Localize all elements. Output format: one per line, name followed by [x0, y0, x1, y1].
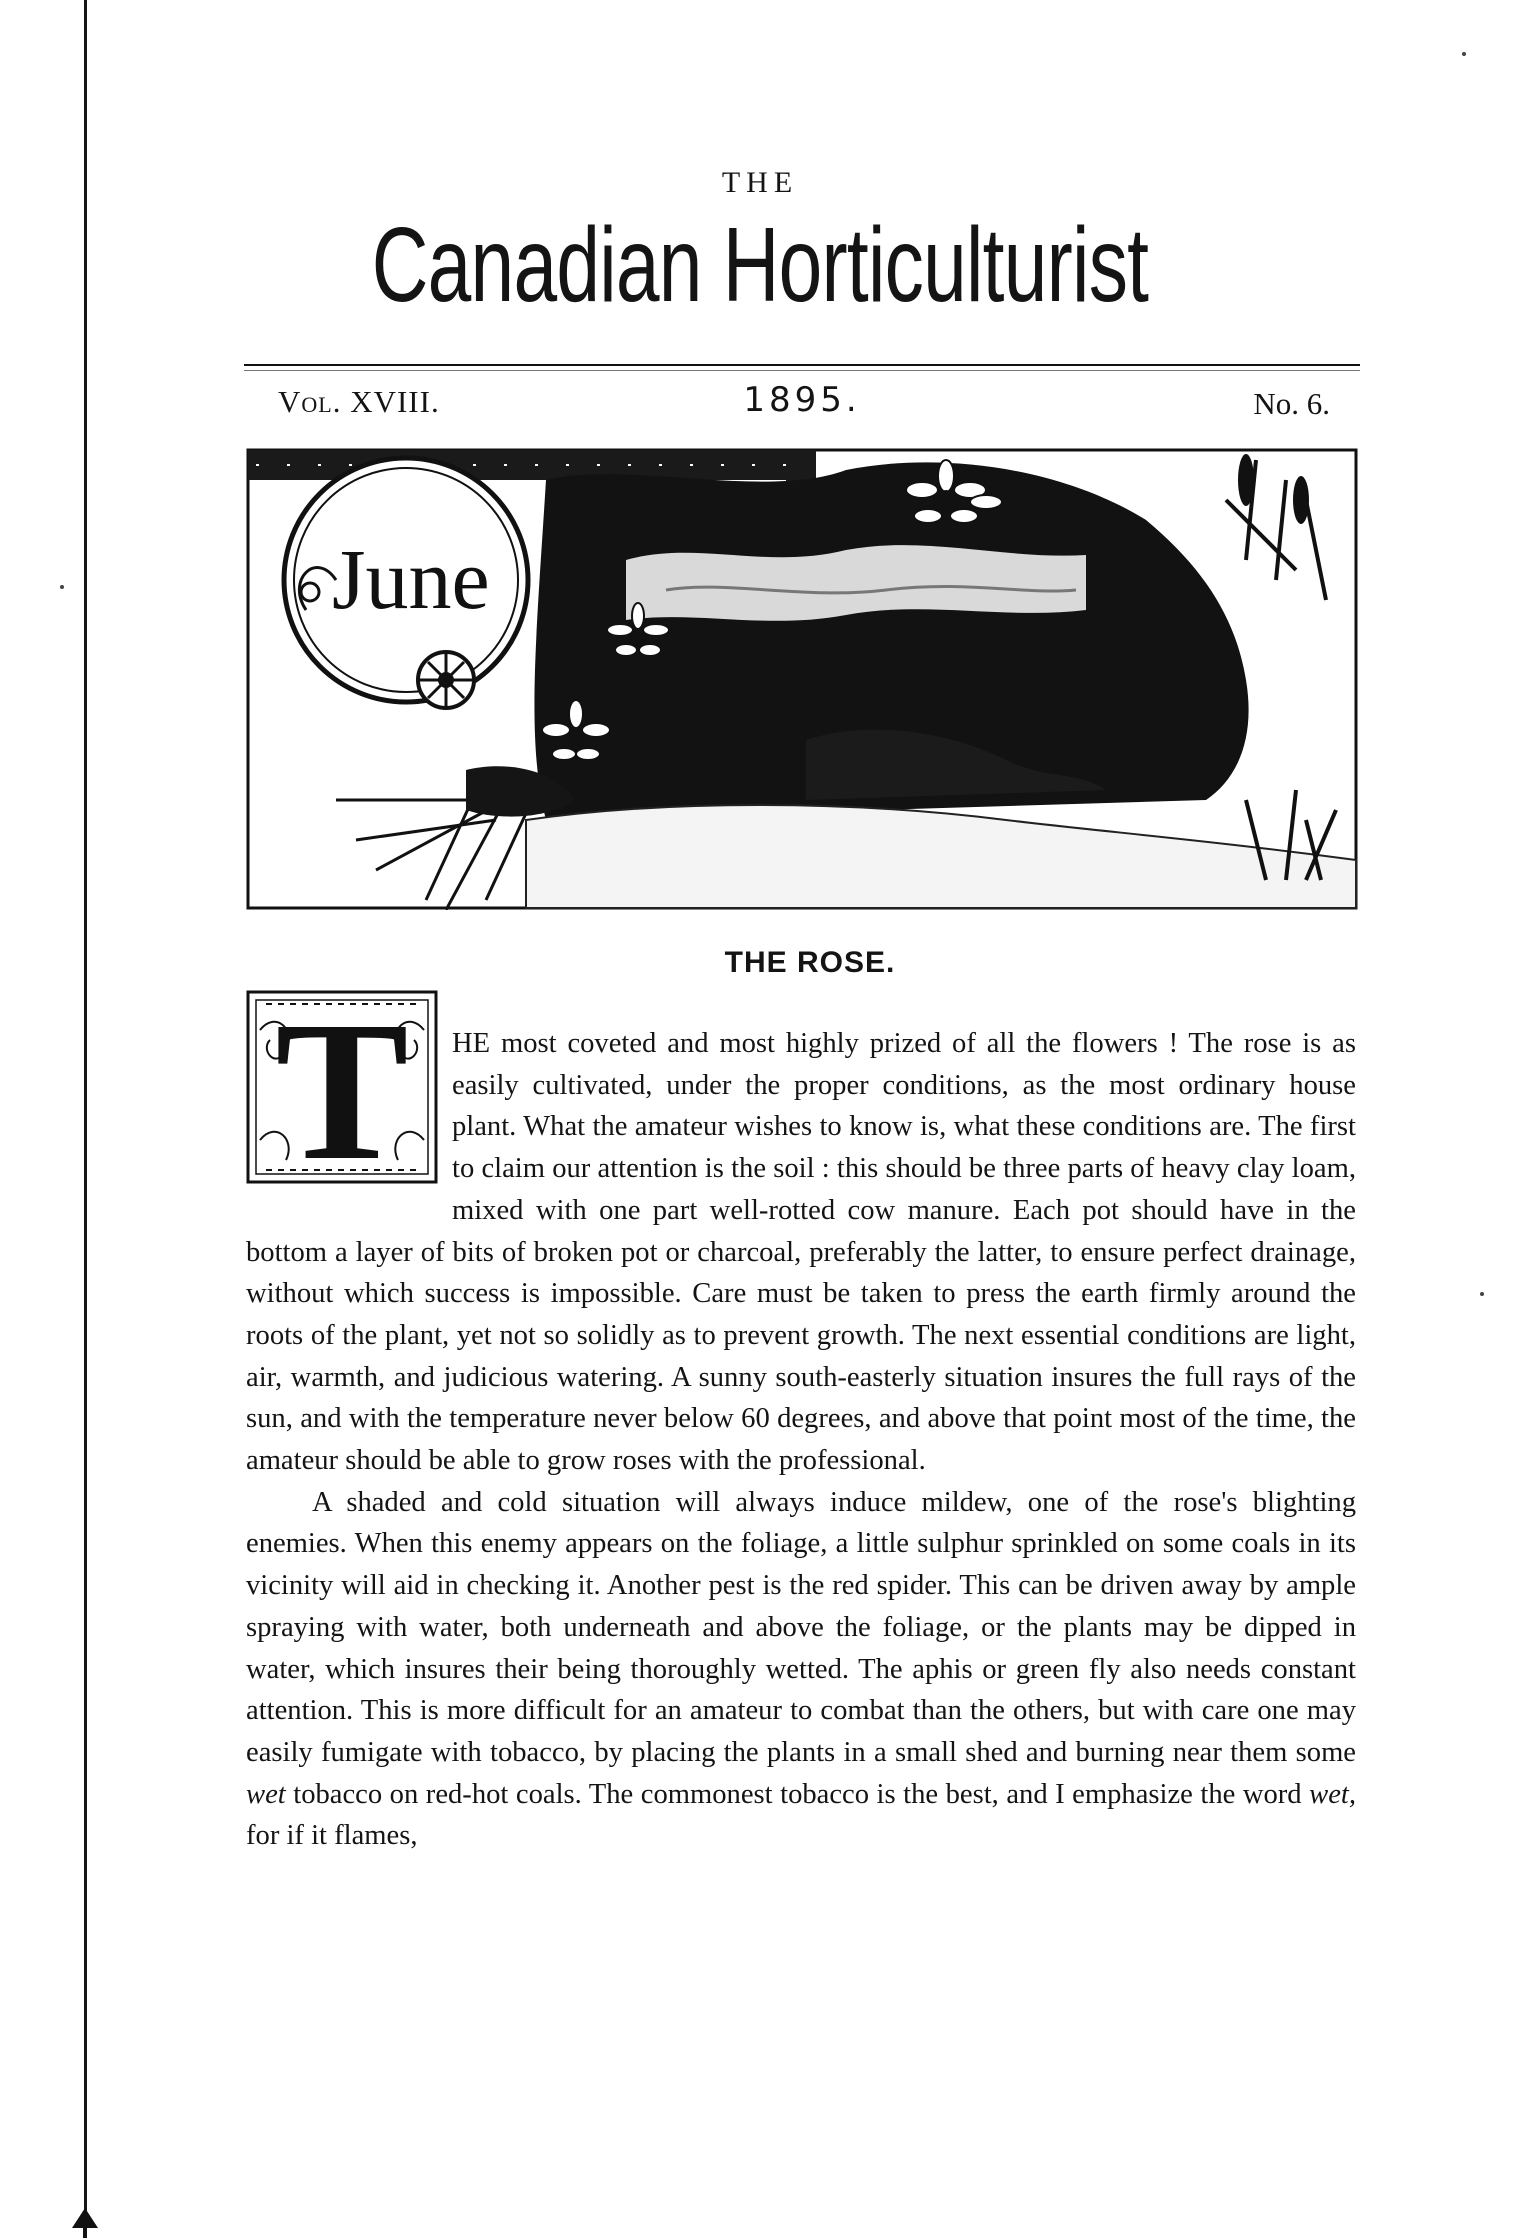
dropcap-spacer [246, 1023, 452, 1230]
emphasized-word: wet, [1309, 1778, 1356, 1810]
paragraph-2-text-c: for if it flames, [246, 1820, 418, 1852]
masthead-title: Canadian Horticulturist [371, 206, 1149, 324]
volume-number: Vol. XVIII. [278, 384, 440, 419]
paragraph-2-text-a: A shaded and cold situation will always induce mildew, one of the rose's blighting enemies. When this enemy appears on the foliage, a little sulphur sprinkled on some coals in its vicinity will aid in checking it. Another pest is the red spider. This can be driven away by ample spraying with water, both underneath and above the foliage, or the plants may be dipped in water, which insures their being thoroughly wetted. The aphis or green fly also needs constant attention. This is more difficult for an amateur to combat than the others, but with care one may easily fumigate with tobacco, by placing the plants in a small shed and burning near them some [246, 1486, 1356, 1768]
emphasized-word: wet [246, 1778, 286, 1810]
dropcap-letter: T [275, 990, 409, 1184]
page-gutter-line [84, 0, 87, 2238]
paragraph-2-text-b: tobacco on red-hot coals. The commonest tobacco is the best, and I emphasize the word [293, 1778, 1302, 1810]
article-body [246, 1023, 1356, 1857]
scan-speck [1462, 52, 1466, 56]
masthead-the: THE [721, 166, 799, 199]
masthead-rule [244, 364, 1360, 366]
article-title: THE ROSE. [724, 946, 896, 979]
issue-line [244, 380, 1360, 430]
scan-speck [60, 585, 64, 589]
masthead-rule-thin [244, 370, 1360, 371]
article-paragraph-2 [246, 1482, 1356, 1857]
gutter-notch-mark [72, 2168, 98, 2238]
june-banner-illustration [246, 440, 1360, 910]
issue-number: No. 6. [1253, 386, 1330, 421]
issue-year: 1895. [743, 380, 861, 420]
article-paragraph-1: HE most coveted and most highly prized of all the flowers ! The rose is as easily cultivated, under the proper conditions, as the most ordinary house plant. What the amateur wishes to know is, what these conditions are. The first to claim our attention is the soil : this should be three parts of heavy clay loam, mixed with one part well-rotted cow manure. Each pot should have in the bottom a layer of bits of broken pot or charcoal, preferably the latter, to ensure perfect drainage, without which success is impossible. Care must be taken to press the earth firmly around the roots of the plant, yet not so solidly as to prevent growth. The next essential conditions are light, air, warmth, and judicious watering. A sunny south-easterly situation insures the full rays of the sun, and with the temperature never below 60 degrees, and above that point most of the time, the amateur should be able to grow roses with the professional. [246, 1028, 1356, 1477]
scan-speck [1480, 1292, 1484, 1296]
month-lettering: June [332, 531, 490, 627]
